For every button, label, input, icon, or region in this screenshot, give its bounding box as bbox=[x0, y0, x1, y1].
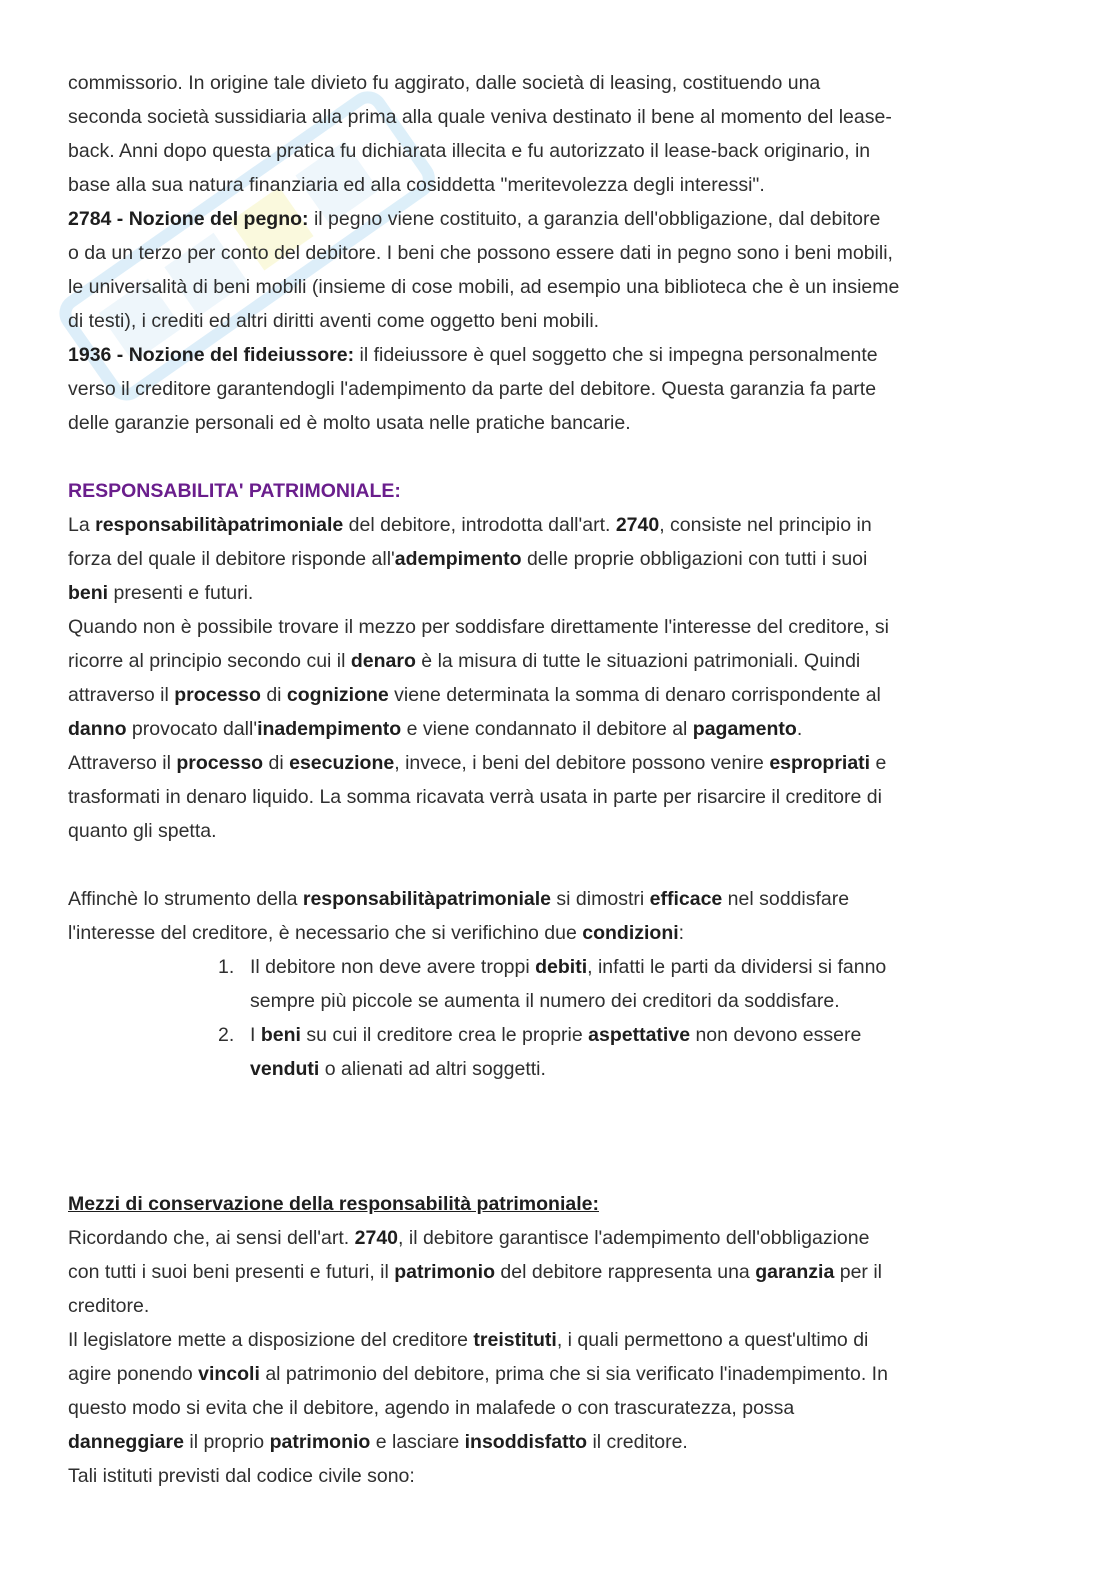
list-item: 1. Il debitore non deve avere troppi debiti, infatti le parti da dividersi si fanno sempre più piccole se aumenta il numero dei creditori da soddisfare. bbox=[218, 956, 887, 1012]
resp-paragraph-2: Quando non è possibile trovare il mezzo per soddisfare direttamente l'interesse del creditore, si ricorre al principio secondo cui il denaro è la misura di tutte le situazioni patrimoniali. Quindi attraverso il processo di cognizione viene determinata la somma di denaro corrispondente al danno provocato dall'inadempimento e viene condannato il debitore al pagamento. Attraverso il processo di esecuzione, invece, i beni del debitore possono venire espropriati e trasformati in denaro liquido. La somma ricavata verrà usata in parte per risarcire il creditore di quanto gli spetta. bbox=[68, 616, 889, 842]
resp-heading: RESPONSABILITA' PATRIMONIALE: bbox=[68, 480, 401, 502]
resp-paragraph-3: Affinchè lo strumento della responsabilitàpatrimoniale si dimostri efficace nel soddisfare l'interesse del creditore, è necessario che si verifichino due condizioni: bbox=[68, 888, 850, 944]
conditions-list bbox=[68, 950, 1058, 1086]
list-item: 2. I beni su cui il creditore crea le proprie aspettative non devono essere venduti o alienati ad altri soggetti. bbox=[218, 1024, 862, 1080]
resp-paragraph-1: La responsabilitàpatrimoniale del debitore, introdotta dall'art. 2740, consiste nel principio in forza del quale il debitore risponde all'adempimento delle proprie obbligazioni con tutti i suoi beni presenti e futuri. bbox=[68, 514, 872, 604]
fideiussore-paragraph: 1936 - Nozione del fideiussore: il fideiussore è quel soggetto che si impegna personalmente verso il creditore garantendogli l'adempimento da parte del debitore. Questa garanzia fa parte delle garanzie personali ed è molto usata nelle pratiche bancarie. bbox=[68, 344, 878, 434]
mezzi-heading: Mezzi di conservazione della responsabilità patrimoniale: bbox=[68, 1193, 599, 1215]
fideiussore-heading: 1936 - Nozione del fideiussore: bbox=[68, 344, 355, 366]
pegno-paragraph: 2784 - Nozione del pegno: il pegno viene costituito, a garanzia dell'obbligazione, dal debitore o da un terzo per conto del debitore. I beni che possono essere dati in pegno sono i beni mobili, le universalità di beni mobili (insieme di cose mobili, ad esempio una biblioteca che è un insieme di testi), i crediti ed altri diritti aventi come oggetto beni mobili. bbox=[68, 208, 900, 332]
mezzi-paragraph-2: Il legislatore mette a disposizione del creditore treistituti, i quali permettono a quest'ultimo di agire ponendo vincoli al patrimonio del debitore, prima che si sia verificato l'inadempimento. In questo modo si evita che il debitore, agendo in malafede o con trascuratezza, possa danneggiare il proprio patrimonio e lasciare insoddisfatto il creditore. Tali istituti previsti dal codice civile sono: bbox=[68, 1329, 888, 1487]
pegno-heading: 2784 - Nozione del pegno: bbox=[68, 208, 309, 230]
intro-paragraph: commissorio. In origine tale divieto fu aggirato, dalle società di leasing, costituendo una seconda società sussidiaria alla prima alla quale veniva destinato il bene al momento del lease- back. Anni dopo questa pratica fu dichiarata illecita e fu autorizzato il lease-back originario, in base alla sua natura finanziaria ed alla cosiddetta "meritevolezza degli interessi". bbox=[68, 72, 892, 196]
document-page bbox=[68, 66, 1058, 1493]
mezzi-paragraph-1: Ricordando che, ai sensi dell'art. 2740, il debitore garantisce l'adempimento dell'obbligazione con tutti i suoi beni presenti e futuri, il patrimonio del debitore rappresenta una garanzia per il creditore. bbox=[68, 1227, 883, 1317]
